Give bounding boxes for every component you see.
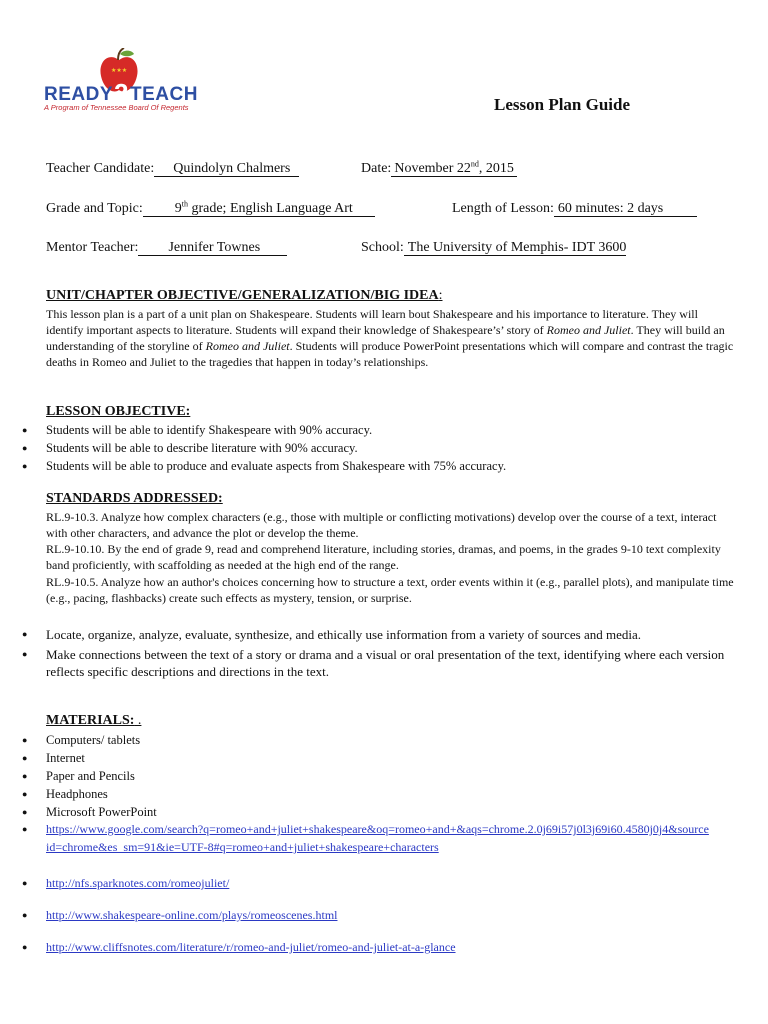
date-field: Date: November 22nd, 2015 xyxy=(361,161,517,177)
list-item: ● Students will be able to identify Shakespeare with 90% accuracy. xyxy=(22,421,742,439)
list-item: ● Microsoft PowerPoint xyxy=(22,803,742,821)
link-item xyxy=(22,906,742,924)
link-item xyxy=(22,874,742,892)
ready2teach-logo xyxy=(44,40,198,120)
lesson-objective-list xyxy=(22,421,742,475)
standard-rl-9-10-5: RL.9-10.5. Analyze how an author's choices concerning how to structure a text, order events within it (e.g., parallel plots), and manipulate time (e.g., pacing, flashbacks) create such effects as mystery, tension, or surprise. xyxy=(46,575,734,605)
svg-text:★★★: ★★★ xyxy=(111,67,128,74)
link-item xyxy=(22,938,742,956)
school-value: The University of Memphis- IDT 3600 xyxy=(404,241,627,256)
cliffsnotes-link[interactable]: http://www.cliffsnotes.com/literature/r/romeo-and-juliet/romeo-and-juliet-at-a-glance xyxy=(46,940,456,954)
grade-topic-value: 9th grade; English Language Art xyxy=(143,202,375,217)
logo-wordmark: READY2TEACH xyxy=(44,78,198,108)
list-item: ● Headphones xyxy=(22,785,742,803)
list-item: ● Students will be able to describe literature with 90% accuracy. xyxy=(22,439,742,457)
logo-tagline: A Program of Tennessee Board Of Regents xyxy=(44,103,189,112)
list-item: ● Make connections between the text of a story or drama and a visual or oral presentation of the text, identifying where each version reflects specific descriptions and directions in the text. xyxy=(22,646,742,681)
unit-objective-text: This lesson plan is a part of a unit plan on Shakespeare. Students will learn bout Shakespeare and his importance to literature. They will identify important aspects to literature. Students will expand their knowledge of Shakespeare’s’ story of Romeo and Juliet. They will build an understanding of the storyline of Romeo and Juliet. Students will produce PowerPoint presentations which will compare and contrast the tragic deaths in Romeo and Juliet to the tragedies that happen in today’s relationships. xyxy=(46,307,734,369)
lesson-length-field: Length of Lesson: 60 minutes: 2 days xyxy=(452,201,697,217)
list-item: ● Paper and Pencils xyxy=(22,767,742,785)
standard-rl-9-10-3: RL.9-10.3. Analyze how complex characters (e.g., those with multiple or conflicting motivations) develop over the course of a text, interact with other characters, and advance the plot or develop the theme. xyxy=(46,510,717,540)
shakespeare-online-link[interactable]: http://www.shakespeare-online.com/plays/romeoscenes.html xyxy=(46,908,338,922)
google-search-link[interactable]: https://www.google.com/search?q=romeo+and+juliet+shakespeare&oq=romeo+and+&aqs=chrome.2.0j69i57j0l3j69i60.4580j0j4&sourceid=chrome&es_sm=91&ie=UTF-8#q=romeo+and+juliet+shakespeare+characters xyxy=(46,822,709,854)
sparknotes-link[interactable]: http://nfs.sparknotes.com/romeojuliet/ xyxy=(46,876,230,890)
list-item: ● Internet xyxy=(22,749,742,767)
mentor-teacher-value: Jennifer Townes xyxy=(138,241,287,256)
unit-objective-heading: UNIT/CHAPTER OBJECTIVE/GENERALIZATION/BIG IDEA: xyxy=(46,288,443,303)
teacher-candidate-field: Teacher Candidate: Quindolyn Chalmers xyxy=(46,161,299,177)
teacher-candidate-value: Quindolyn Chalmers xyxy=(154,162,299,177)
materials-heading: MATERIALS: . xyxy=(46,713,142,728)
materials-links-list xyxy=(22,820,742,956)
standards-heading: STANDARDS ADDRESSED: xyxy=(46,491,223,506)
list-item: ● Computers/ tablets xyxy=(22,731,742,749)
page-title: Lesson Plan Guide xyxy=(494,95,631,114)
lesson-length-value: 60 minutes: 2 days xyxy=(554,202,697,217)
standard-rl-9-10-10: RL.9-10.10. By the end of grade 9, read and comprehend literature, including stories, dramas, and poems, in the grades 9-10 text complexity band proficiently, with scaffolding as needed at the high end of the range. xyxy=(46,542,721,572)
grade-topic-field: Grade and Topic: 9th grade; English Language Art xyxy=(46,201,375,217)
list-item: ● Students will be able to produce and evaluate aspects from Shakespeare with 75% accuracy. xyxy=(22,457,742,475)
materials-list xyxy=(22,731,742,821)
date-value: November 22nd, 2015 xyxy=(391,162,517,177)
list-item: ● Locate, organize, analyze, evaluate, synthesize, and ethically use information from a variety of sources and media. xyxy=(22,626,742,644)
lesson-objective-heading: LESSON OBJECTIVE: xyxy=(46,404,191,419)
link-item xyxy=(22,820,742,874)
school-field: School: The University of Memphis- IDT 3600 xyxy=(361,240,627,255)
mentor-teacher-field: Mentor Teacher: Jennifer Townes xyxy=(46,240,287,256)
standards-bullet-list xyxy=(22,626,742,683)
